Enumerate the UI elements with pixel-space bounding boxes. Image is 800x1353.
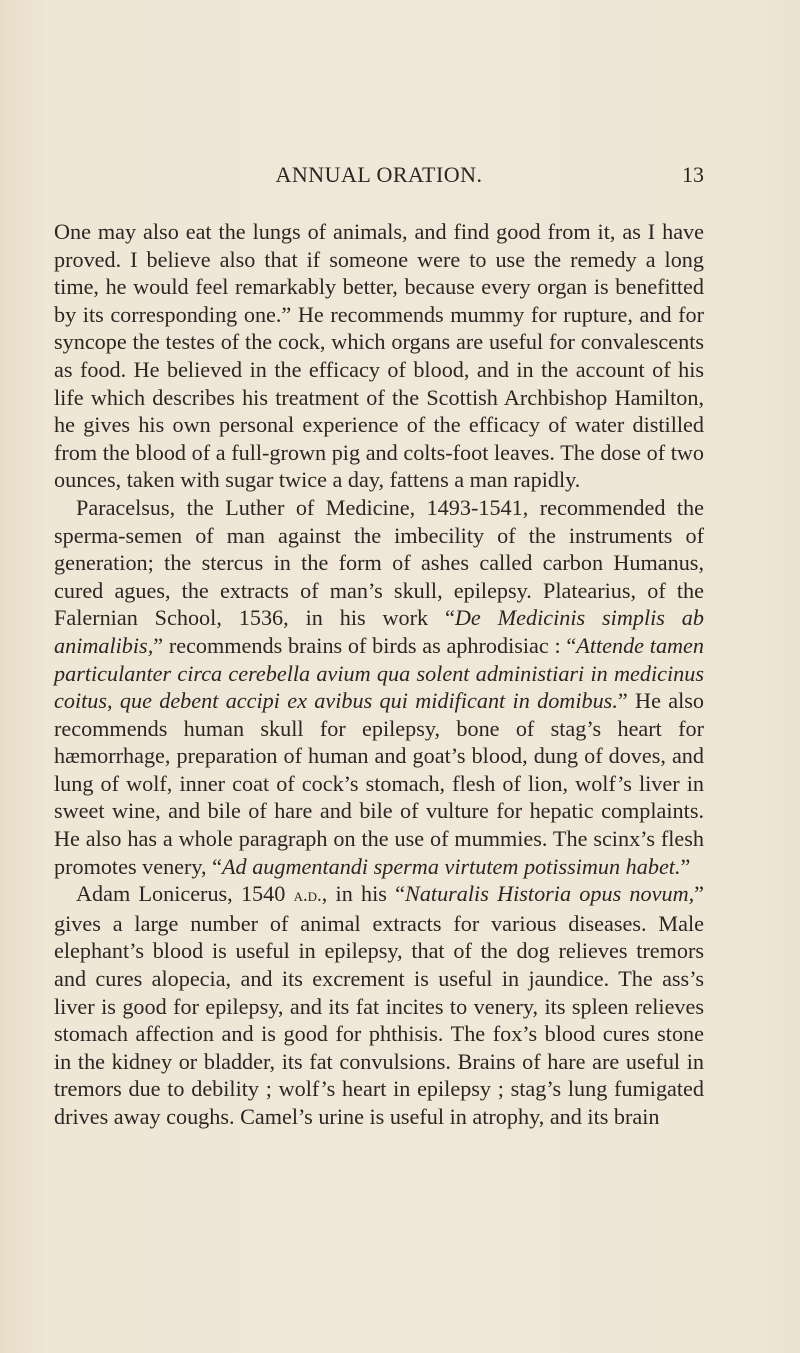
text-run: ” <box>680 853 691 879</box>
italic-latin-quote: Naturalis Historia opus novum, <box>405 881 695 907</box>
italic-latin-quote: Attende tamen particulanter circa cerebella avium qua solent administiari in medicinus coitus, que debent accipi ex avibus qui midificant in domibus. <box>54 632 704 714</box>
text-run: , in his “ <box>321 881 406 907</box>
text-run: a.d. <box>293 885 322 907</box>
text-run: Paracelsus, the Luther of Medicine, 1493-1541, recommended the sperma-semen of man against the imbecility of the instruments of generation; the stercus in the form of ashes called carbon Humanus, cured agues, the extracts of man’s skull, epilepsy. Platearius, of the Falernian School, 1536, in his work “ <box>54 494 704 631</box>
page-header <box>54 162 704 192</box>
italic-latin-quote: Ad augmentandi sperma virtutem potissimun habet. <box>222 853 681 879</box>
text-run: ” He also recommends human skull for epilepsy, bone of stag’s heart for hæmorrhage, preparation of human and goat’s blood, dung of doves, and lung of wolf, inner coat of cock’s stomach, flesh of lion, wolf’s liver in sweet wine, and bile of hare and bile of vulture for hepatic complaints. He also has a whole paragraph on the use of mummies. The scinx’s flesh promotes venery, “ <box>54 688 704 879</box>
text-run: ” recommends brains of birds as aphrodisiac : “ <box>153 632 577 658</box>
text-run: Adam Lonicerus, 1540 <box>76 881 294 907</box>
paragraph-2 <box>54 494 704 880</box>
page-number: 13 <box>682 162 704 187</box>
running-title: ANNUAL ORATION. <box>275 162 483 187</box>
text-run: ” gives a large number of animal extracts for various diseases. Male elephant’s blood is useful in epilepsy, that of the dog relieves tremors and cures alopecia, and its excrement is useful in jaundice. The ass’s liver is good for epilepsy, and its fat incites to venery, its spleen relieves stomach affection and is good for phthisis. The fox’s blood cures stone in the kidney or bladder, its fat convulsions. Brains of hare are useful in tremors due to debility ; wolf’s heart in epilepsy ; stag’s lung fumigated drives away coughs. Camel’s urine is useful in atrophy, and its brain <box>54 881 704 1129</box>
body-text <box>54 218 704 1131</box>
italic-latin-quote: De Medicinis simplis ab animalibis, <box>54 605 704 658</box>
paragraph-3 <box>54 880 704 1130</box>
text-run: One may also eat the lungs of animals, and find good from it, as I have proved. I believe also that if someone were to use the remedy a long time, he would feel remarkably better, because every organ is benefitted by its corresponding one.” He recommends mummy for rupture, and for syncope the testes of the cock, which organs are useful for convalescents as food. He believed in the efficacy of blood, and in the account of his life which describes his treatment of the Scottish Archbishop Hamilton, he gives his own personal experience of the efficacy of water distilled from the blood of a full-grown pig and colts-foot leaves. The dose of two ounces, taken with sugar twice a day, fattens a man rapidly. <box>54 219 704 493</box>
paragraph-1 <box>54 218 704 494</box>
